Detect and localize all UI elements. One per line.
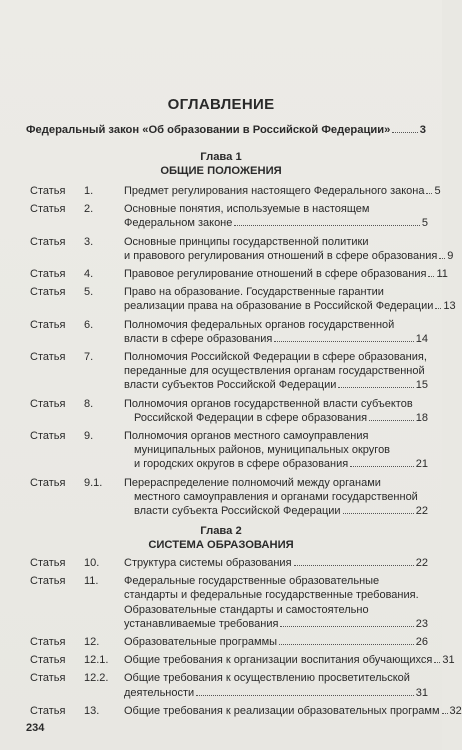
title-line: Право на образование. Государственные гарантии — [124, 286, 384, 299]
article-number: 3. — [84, 235, 94, 248]
toc-entry[interactable] — [30, 556, 428, 570]
article-label: Статья — [30, 430, 66, 443]
leader-dots — [392, 132, 417, 133]
title-text: и городских округов в сфере образования — [134, 458, 349, 471]
leader-dots — [369, 420, 414, 421]
title-text: власти субъектов Российской Федерации — [124, 379, 337, 392]
article-label: Статья — [30, 351, 66, 364]
title-line: муниципальных районов, муниципальных округов — [134, 444, 391, 457]
article-label: Статья — [30, 476, 66, 489]
toc-entry[interactable] — [30, 350, 428, 393]
article-title — [124, 429, 428, 472]
toc-title: ОГЛАВЛЕНИЕ — [167, 96, 275, 113]
leader-dots — [426, 193, 432, 194]
title-line — [124, 504, 428, 518]
intro-text: Федеральный закон «Об образовании в Российской Федерации» — [26, 124, 391, 136]
title-line — [124, 249, 454, 263]
article-number: 12.2. — [84, 672, 109, 685]
title-line — [124, 184, 441, 198]
article-label: Статья — [30, 704, 66, 717]
article-label: Статья — [30, 397, 66, 410]
page-ref: 5 — [434, 185, 441, 197]
toc-entry[interactable] — [30, 267, 448, 281]
article-title — [124, 235, 454, 263]
article-number: 2. — [84, 203, 94, 216]
page-ref: 15 — [415, 379, 428, 392]
intro-page: 3 — [419, 124, 426, 136]
title-line: Основные принципы государственной политики — [124, 235, 369, 248]
toc-entry[interactable] — [30, 235, 454, 263]
page-ref: 31 — [442, 654, 455, 667]
article-title — [124, 635, 428, 649]
chapter-2-entries — [30, 556, 462, 722]
title-text: Правовое регулирование отношений в сфере образования — [124, 268, 427, 281]
leader-dots — [294, 565, 414, 566]
chapter-label: Глава 1 — [200, 151, 242, 163]
title-line: Образовательные стандарты и самостоятельно — [124, 603, 369, 616]
leader-dots — [350, 466, 414, 467]
title-line — [124, 686, 428, 700]
toc-entry[interactable] — [30, 671, 428, 699]
toc-entry[interactable] — [30, 635, 428, 649]
chapter-label: Глава 2 — [200, 525, 242, 537]
title-text: Образовательные программы — [124, 636, 278, 649]
article-label: Статья — [30, 672, 66, 685]
article-number: 8. — [84, 397, 94, 410]
title-line — [124, 556, 428, 570]
chapter-1-entries — [30, 184, 456, 522]
leader-dots — [279, 644, 414, 645]
page-ref: 11 — [436, 268, 448, 281]
toc-entry[interactable] — [30, 318, 428, 346]
article-number: 9.1. — [84, 476, 103, 489]
chapter-name: ОБЩИЕ ПОЛОЖЕНИЯ — [160, 165, 282, 177]
chapter-2-heading — [0, 524, 442, 552]
toc-entry[interactable] — [30, 574, 428, 631]
title-line: Общие требования к осуществлению просветительской — [124, 672, 410, 685]
page-ref: 32 — [449, 704, 462, 717]
leader-dots — [280, 626, 413, 627]
leader-dots — [343, 513, 414, 514]
leader-dots — [234, 225, 419, 226]
title-line — [124, 378, 428, 392]
title-line: Полномочия Российской Федерации в сфере образования, — [124, 351, 427, 364]
leader-dots — [435, 308, 441, 309]
page-ref: 21 — [415, 458, 428, 471]
leader-dots — [442, 713, 448, 714]
title-line — [124, 704, 462, 718]
article-number: 6. — [84, 318, 94, 331]
title-line — [124, 411, 428, 425]
title-text: деятельности — [124, 686, 195, 699]
leader-dots — [428, 276, 434, 277]
article-number: 5. — [84, 286, 94, 299]
page-ref: 13 — [443, 300, 456, 313]
title-line — [124, 267, 448, 281]
page-ref: 5 — [421, 217, 428, 230]
title-line: стандарты и федеральные государственные требования. — [124, 589, 419, 602]
page-ref: 31 — [415, 686, 428, 699]
chapter-1-heading — [0, 150, 442, 178]
page-ref: 22 — [415, 505, 428, 518]
article-label: Статья — [30, 557, 66, 569]
leader-dots — [434, 662, 440, 663]
title-text: Структура системы образования — [124, 557, 292, 569]
title-line: местного самоуправления и органами государственной — [134, 490, 418, 503]
leader-dots — [274, 341, 413, 342]
title-text: и правового регулирования отношений в сфере образования — [124, 249, 438, 262]
article-label: Статья — [30, 575, 66, 588]
title-line: Перераспределение полномочий между органами — [124, 476, 381, 489]
article-title — [124, 318, 428, 346]
toc-entry[interactable] — [30, 184, 441, 198]
title-text: Российской Федерации в сфере образования — [134, 411, 368, 424]
title-line: Основные понятия, используемые в настоящем — [124, 203, 370, 216]
article-label: Статья — [30, 318, 66, 331]
title-line: Полномочия органов местного самоуправления — [124, 430, 369, 443]
title-text: Предмет регулирования настоящего Федерального закона — [124, 185, 425, 197]
article-title — [124, 350, 428, 393]
title-text: власти в сфере образования — [124, 332, 273, 345]
article-label: Статья — [30, 268, 66, 281]
toc-entry[interactable] — [30, 476, 428, 519]
article-number: 7. — [84, 351, 94, 364]
article-number: 9. — [84, 430, 94, 443]
leader-dots — [338, 387, 413, 388]
article-title — [124, 267, 448, 281]
article-number: 10. — [84, 557, 100, 569]
article-label: Статья — [30, 203, 66, 216]
article-number: 13. — [84, 704, 100, 717]
article-label: Статья — [30, 636, 66, 649]
toc-entry[interactable] — [30, 653, 455, 667]
title-line: Полномочия органов государственной власти субъектов — [124, 397, 413, 410]
title-line: Федеральные государственные образовательные — [124, 575, 380, 588]
page-ref: 23 — [415, 617, 428, 630]
article-label: Статья — [30, 185, 66, 197]
article-label: Статья — [30, 286, 66, 299]
toc-entry[interactable] — [30, 429, 428, 472]
article-title — [124, 202, 428, 230]
article-title — [124, 574, 428, 631]
page-number: 234 — [26, 722, 45, 734]
title-line: переданные для осуществления органам государственной — [124, 365, 425, 378]
title-text: Общие требования к организации воспитания обучающихся — [124, 654, 433, 667]
toc-intro-entry[interactable] — [26, 124, 426, 136]
title-text: Федеральном законе — [124, 217, 233, 230]
article-number: 11. — [84, 575, 99, 588]
article-number: 1. — [84, 185, 94, 197]
title-text: Общие требования к реализации образовательных программ — [124, 704, 440, 717]
title-line — [124, 299, 456, 313]
toc-entry[interactable] — [30, 202, 428, 230]
chapter-name: СИСТЕМА ОБРАЗОВАНИЯ — [148, 539, 294, 551]
page-ref: 9 — [447, 249, 454, 262]
title-line — [124, 216, 428, 230]
title-line: Полномочия федеральных органов государственной — [124, 318, 395, 331]
article-title — [124, 184, 441, 198]
article-title — [124, 556, 428, 570]
leader-dots — [439, 258, 445, 259]
page-ref: 18 — [415, 411, 428, 424]
article-title — [124, 397, 428, 425]
title-text: власти субъекта Российской Федерации — [134, 505, 341, 518]
title-line — [124, 332, 428, 346]
title-text: устанавливаемые требования — [124, 617, 279, 630]
title-line — [124, 635, 428, 649]
toc-entry[interactable] — [30, 285, 456, 313]
leader-dots — [196, 695, 414, 696]
article-label: Статья — [30, 654, 66, 667]
title-line — [124, 653, 455, 667]
title-line — [124, 457, 428, 471]
article-title — [124, 476, 428, 519]
toc-entry[interactable] — [30, 704, 462, 718]
page-ref: 26 — [415, 636, 428, 649]
page-ref: 14 — [415, 332, 428, 345]
article-number: 4. — [84, 268, 94, 281]
title-text: реализации права на образование в Российской Федерации — [124, 300, 434, 313]
article-title — [124, 653, 455, 667]
article-number: 12.1. — [84, 654, 109, 667]
toc-entry[interactable] — [30, 397, 428, 425]
article-number: 12. — [84, 636, 100, 649]
article-title — [124, 285, 456, 313]
article-title — [124, 671, 428, 699]
article-title — [124, 704, 462, 718]
page-ref: 22 — [415, 557, 428, 569]
article-label: Статья — [30, 235, 66, 248]
title-line — [124, 617, 428, 631]
